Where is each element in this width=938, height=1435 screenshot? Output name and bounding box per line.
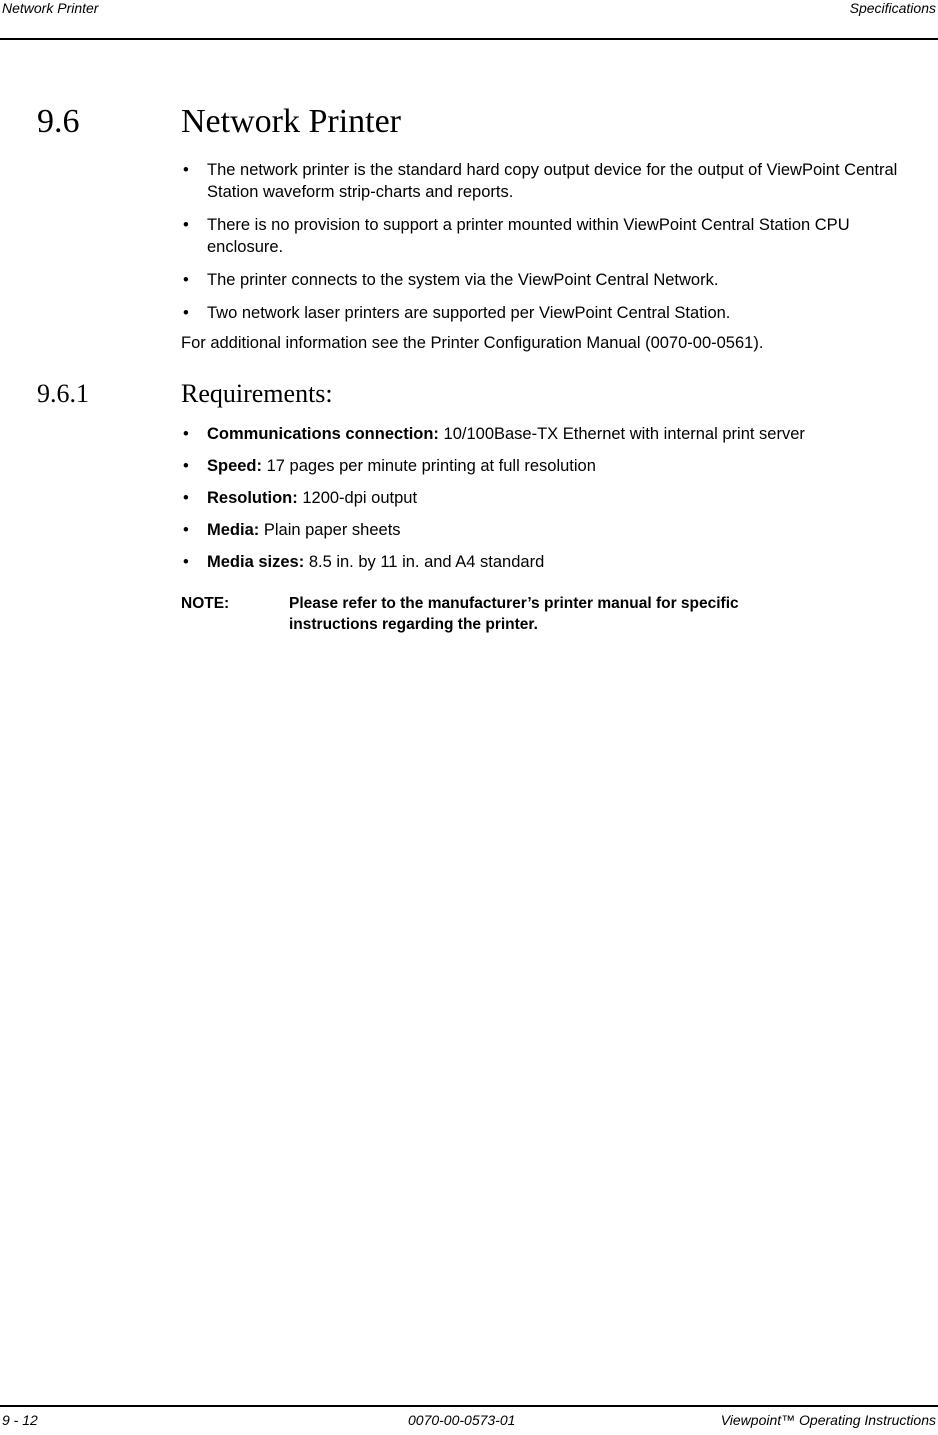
note-text: Please refer to the manufacturer’s printer manual for specific instructions regarding the printer. xyxy=(289,595,739,633)
bullet-icon: • xyxy=(183,425,189,443)
header-section-name: Specifications xyxy=(849,0,936,16)
requirement-term: Speed: xyxy=(207,457,263,475)
list-item-text: The network printer is the standard hard copy output device for the output of ViewPoint Central Station waveform strip-charts and reports. xyxy=(207,161,898,201)
reference-paragraph: For additional information see the Printer Configuration Manual (0070-00-0561). xyxy=(181,334,764,352)
list-item xyxy=(181,214,911,258)
requirement-term: Media: xyxy=(207,521,260,539)
bullet-icon: • xyxy=(183,161,189,179)
section-title: Network Printer xyxy=(181,103,402,140)
bullet-icon: • xyxy=(183,457,189,475)
bullet-icon: • xyxy=(183,521,189,539)
requirements-list xyxy=(181,423,911,583)
subsection-title: Requirements: xyxy=(181,379,333,408)
list-item-text: Two network laser printers are supported per ViewPoint Central Station. xyxy=(207,304,731,322)
requirement-value: 8.5 in. by 11 in. and A4 standard xyxy=(308,553,545,571)
bullet-icon: • xyxy=(183,553,189,571)
list-item xyxy=(181,455,911,487)
manual-title: Viewpoint™ Operating Instructions xyxy=(720,1412,936,1428)
header-chapter-title: Network Printer xyxy=(2,0,99,16)
bullet-icon: • xyxy=(183,216,189,234)
requirement-term: Media sizes: xyxy=(207,553,305,571)
list-item xyxy=(181,159,911,203)
list-item xyxy=(181,551,911,583)
running-header xyxy=(0,0,938,40)
document-part-number: 0070-00-0573-01 xyxy=(408,1412,516,1428)
list-item-text: There is no provision to support a printer mounted within ViewPoint Central Station CPU enclosure. xyxy=(207,216,850,256)
requirement-term: Resolution: xyxy=(207,489,298,507)
requirement-value: Plain paper sheets xyxy=(263,521,401,539)
page-number: 9 - 12 xyxy=(2,1412,38,1428)
requirement-value: 10/100Base-TX Ethernet with internal print server xyxy=(443,425,805,443)
requirement-value: 1200-dpi output xyxy=(302,489,418,507)
subsection-number: 9.6.1 xyxy=(37,379,89,408)
note-label: NOTE: xyxy=(181,595,230,612)
list-item xyxy=(181,487,911,519)
section-bullet-list xyxy=(181,159,911,335)
section-number: 9.6 xyxy=(37,103,80,140)
bullet-icon: • xyxy=(183,489,189,507)
list-item xyxy=(181,423,911,455)
requirement-value: 17 pages per minute printing at full resolution xyxy=(266,457,596,475)
list-item-text: The printer connects to the system via the ViewPoint Central Network. xyxy=(207,271,719,289)
running-footer xyxy=(0,1405,938,1435)
bullet-icon: • xyxy=(183,304,189,322)
list-item xyxy=(181,269,911,291)
bullet-icon: • xyxy=(183,271,189,289)
requirement-term: Communications connection: xyxy=(207,425,439,443)
list-item xyxy=(181,519,911,551)
list-item xyxy=(181,302,911,324)
